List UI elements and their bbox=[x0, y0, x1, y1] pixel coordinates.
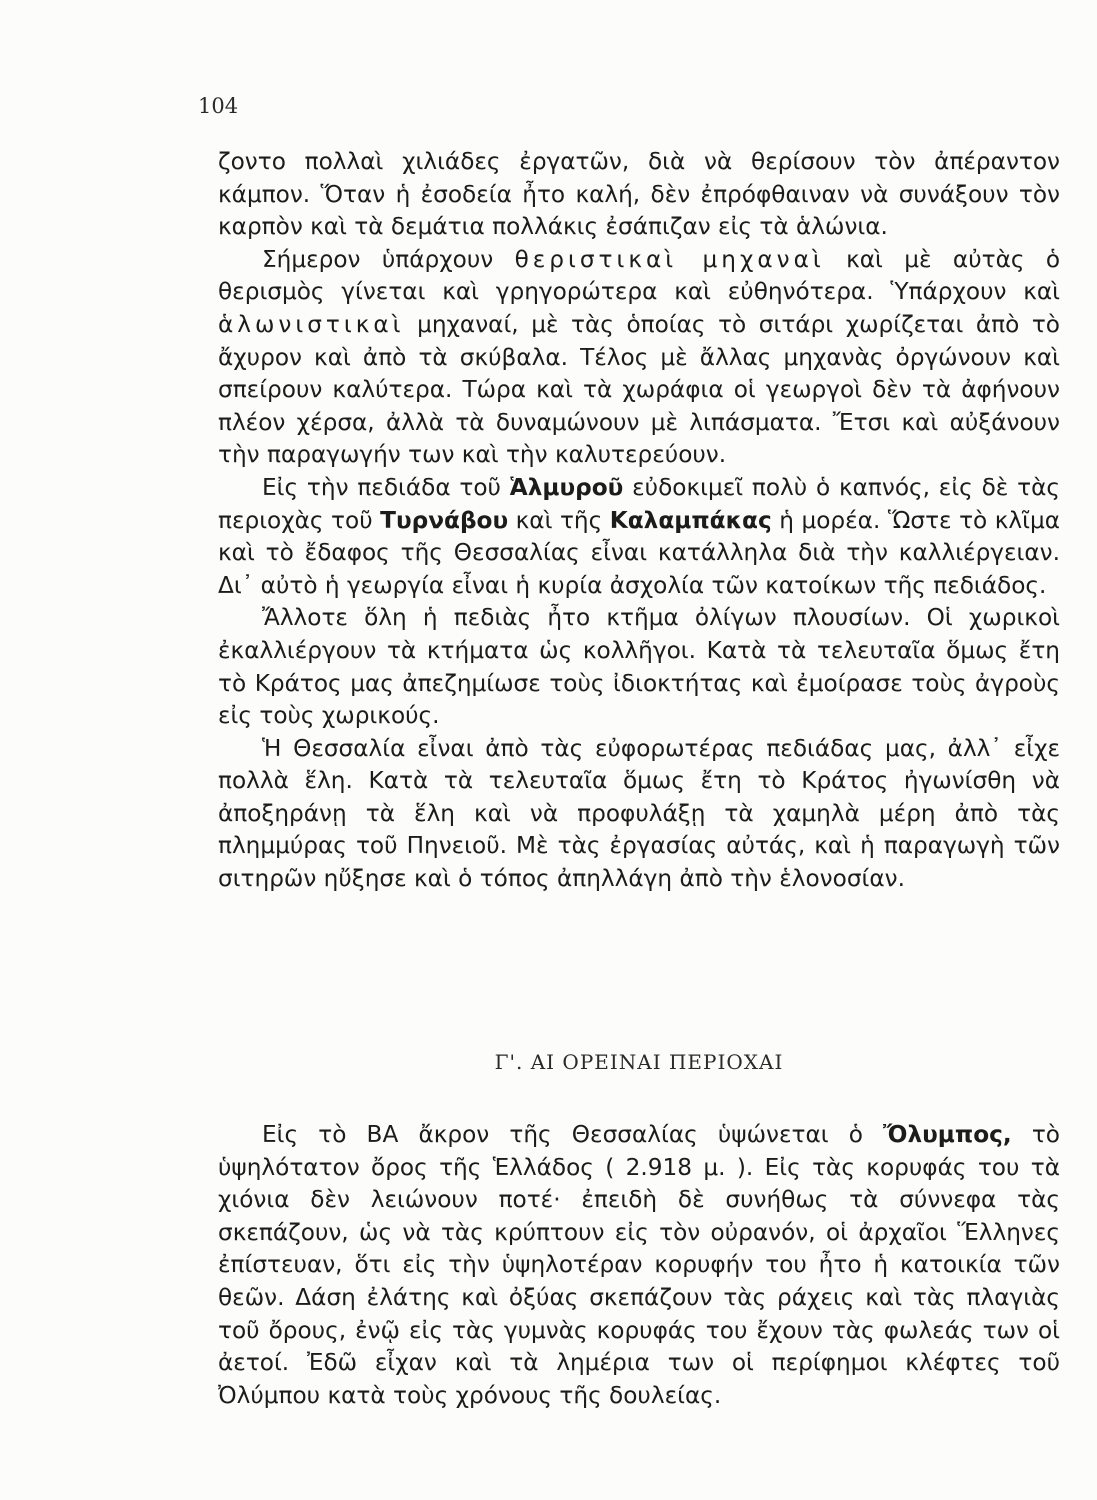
paragraph-marshes: Ἡ Θεσσαλία εἶναι ἀπὸ τὰς εὐφορωτέρας πεδιάδας μας, ἀλλ᾽ εἶχε πολλὰ ἕλη. Κατὰ τὰ τελευταῖα ὅμως ἔτη τὸ Κράτος ἠγωνίσθη νὰ ἀποξηράνῃ τὰ ἕλη καὶ νὰ προφυλάξῃ τὰ χαμηλὰ μέρη ἀπὸ τὰς πλημμύρας τοῦ Πηνειοῦ. Μὲ τὰς ἐργασίας αὐτάς, καὶ ἡ παραγωγὴ τῶν σιτηρῶν ηὔξησε καὶ ὁ τόπος ἀπηλλάγη ἀπὸ τὴν ἑλονοσίαν. bbox=[218, 734, 1060, 893]
place-name: Τυρνάβου bbox=[380, 506, 509, 534]
body-text-top bbox=[218, 146, 1060, 896]
text-run: Εἰς τὴν πεδιάδα τοῦ bbox=[262, 473, 510, 501]
text-run: Σήμερον ὑπάρχουν bbox=[262, 245, 515, 273]
paragraph-machines bbox=[218, 244, 1060, 472]
text-run: καὶ μὲ αὐτὰς ὁ θερισμὸς γίνεται καὶ γρηγορώτερα καὶ εὐθηνότερα. Ὑπάρχουν καὶ bbox=[218, 245, 1061, 306]
place-name: Ἁλμυροῦ bbox=[509, 473, 624, 501]
paragraph-crops bbox=[218, 472, 1060, 602]
text-run: εὐδοκιμεῖ πολὺ ὁ καπνός, εἰς δὲ τὰς περιοχὰς τοῦ bbox=[218, 473, 1060, 534]
paragraph-olympus bbox=[218, 1119, 1060, 1412]
emphasis-spaced: ἁλωνιστικαὶ bbox=[218, 310, 405, 338]
text-run: τὸ ὑψηλότατον ὄρος τῆς Ἑλλάδος ( 2.918 μ. ). Εἰς τὰς κορυφάς του τὰ χιόνια δὲν λειώνουν ποτέ· ἐπειδὴ δὲ συνήθως τὰ σύννεφα τὰς σκεπάζουν, ὡς νὰ τὰς κρύπτουν εἰς τὸν οὐρανόν, οἱ ἀρχαῖοι Ἕλληνες ἐπίστευαν, ὅτι εἰς τὴν ὑψηλοτέραν κορυφήν του ἦτο ἡ κατοικία τῶν θεῶν. Δάση ἐλάτης καὶ ὀξύας σκεπάζουν τὰς ράχεις καὶ τὰς πλαγιὰς τοῦ ὄρους, ἐνῷ εἰς τὰς γυμνὰς κορυφάς του ἔχουν τὰς φωλεάς των οἱ ἀετοί. Ἐδῶ εἶχαν καὶ τὰ λημέρια των οἱ περίφημοι κλέφτες τοῦ Ὀλύμπου κατὰ τοὺς χρόνους τῆς δουλείας. bbox=[218, 1121, 1060, 1409]
text-run: Εἰς τὸ ΒΑ ἄκρον τῆς Θεσσαλίας ὑψώνεται ὁ bbox=[262, 1121, 884, 1148]
place-name: Καλαμπάκας bbox=[609, 506, 772, 534]
text-run: ἡ μορέα. Ὥστε τὸ κλῖμα καὶ τὸ ἔδαφος τῆς Θεσσαλίας εἶναι κατάλληλα διὰ τὴν καλλιέργειαν. Δι᾽ αὐτὸ ἡ γεωργία εἶναι ἡ κυρία ἀσχολία τῶν κατοίκων τῆς πεδιάδος. bbox=[218, 506, 1061, 599]
place-name: Ὄλυμπος, bbox=[883, 1121, 1012, 1148]
text-run: μηχαναί, μὲ τὰς ὁποίας τὸ σιτάρι χωρίζεται ἀπὸ τὸ ἄχυρον καὶ ἀπὸ τὰ σκύβαλα. Τέλος μὲ ἄλλας μηχανὰς ὀργώνουν καὶ σπείρουν καλύτερα. Τώρα καὶ τὰ χωράφια οἱ γεωργοὶ δὲν τὰ ἀφήνουν πλέον χέρσα, ἀλλὰ τὰ δυναμώνουν μὲ λιπάσματα. Ἔτσι καὶ αὐξάνουν τὴν παραγωγήν των καὶ τὴν καλυτερεύουν. bbox=[218, 310, 1060, 469]
text-run: καὶ τῆς bbox=[508, 506, 610, 534]
page-number: 104 bbox=[198, 94, 239, 118]
body-text-bottom bbox=[218, 1119, 1060, 1412]
paragraph-harvest: ζοντο πολλαὶ χιλιάδες ἐργατῶν, διὰ νὰ θερίσουν τὸν ἀπέραντον κάμπον. Ὅταν ἡ ἐσοδεία ἦτο καλή, δὲν ἐπρόφθαιναν νὰ συνάξουν τὸν καρπὸν καὶ τὰ δεμάτια πολλάκις ἐσάπιζαν εἰς τὰ ἁλώνια. bbox=[218, 148, 1060, 241]
section-heading: Γ'. ΑΙ ΟΡΕΙΝΑΙ ΠΕΡΙΟΧΑΙ bbox=[494, 1050, 784, 1074]
emphasis-spaced: θεριστικαὶ μηχαναὶ bbox=[514, 245, 825, 273]
paragraph-land-reform: Ἄλλοτε ὅλη ἡ πεδιὰς ἦτο κτῆμα ὀλίγων πλουσίων. Οἱ χωρικοὶ ἐκαλλιέργουν τὰ κτήματα ὡς κολλῆγοι. Κατὰ τὰ τελευταῖα ὅμως ἔτη τὸ Κράτος μας ἀπεζημίωσε τοὺς ἰδιοκτήτας καὶ ἐμοίρασε τοὺς ἀγροὺς εἰς τοὺς χωρικούς. bbox=[218, 604, 1060, 730]
